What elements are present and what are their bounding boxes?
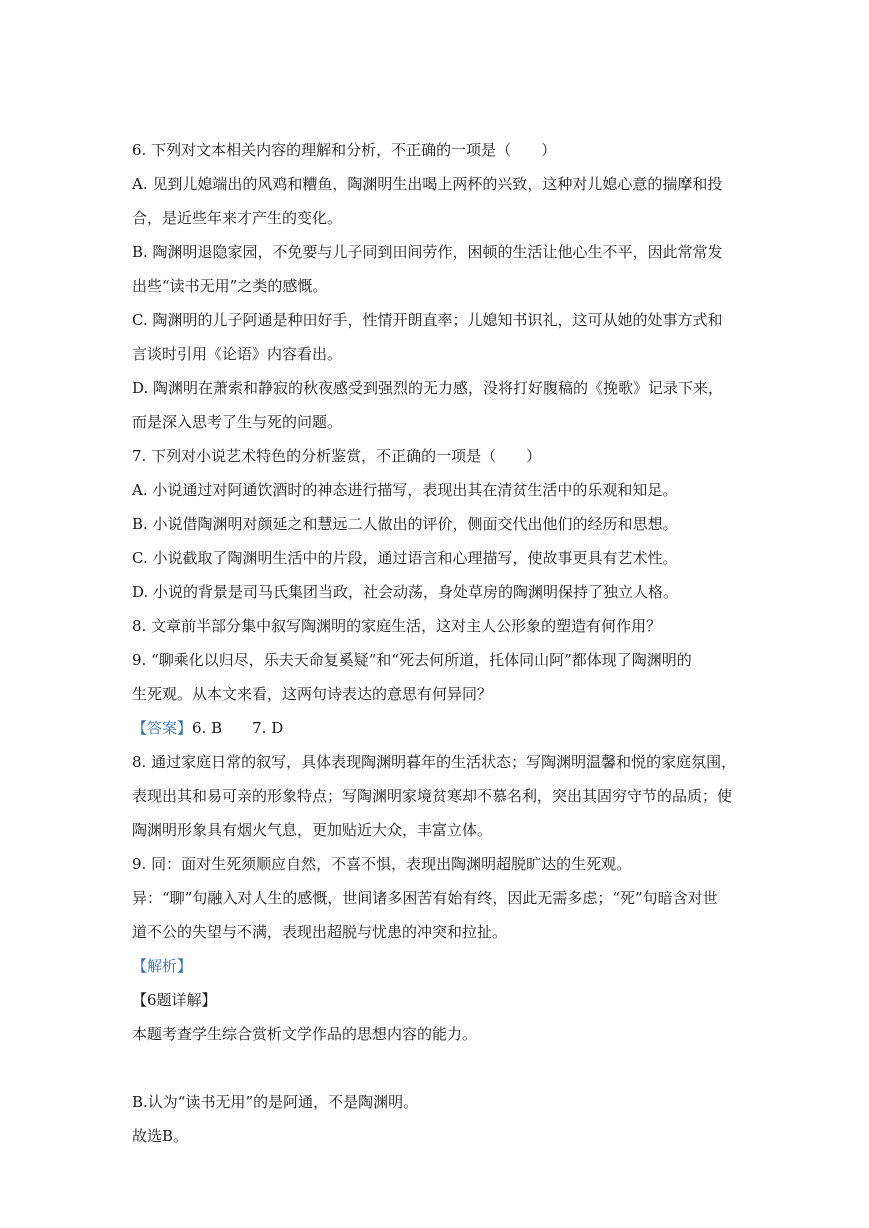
question-7-option-b: B. 小说借陶渊明对颜延之和慧远二人做出的评价，侧面交代出他们的经历和思想。 bbox=[132, 515, 678, 533]
question-9-cont: 生死观。从本文来看，这两句诗表达的意思有何异同？ bbox=[132, 685, 493, 703]
answer-8-line-3: 陶渊明形象具有烟火气息，更加贴近大众，丰富立体。 bbox=[132, 821, 493, 839]
question-7-stem: 7. 下列对小说艺术特色的分析鉴赏，不正确的一项是（ ） bbox=[132, 447, 542, 465]
analysis-label: 【解析】 bbox=[132, 957, 193, 975]
detail-intro: 本题考查学生综合赏析文学作品的思想内容的能力。 bbox=[132, 1025, 478, 1043]
answer-choices: 6. B 7. D bbox=[192, 719, 284, 737]
answer-9-diff-cont: 道不公的失望与不满，表现出超脱与忧患的冲突和拉扯。 bbox=[132, 923, 508, 941]
detail-conclusion: 故选B。 bbox=[132, 1127, 189, 1145]
question-7-option-c: C. 小说截取了陶渊明生活中的片段，通过语言和心理描写，使故事更具有艺术性。 bbox=[132, 549, 678, 567]
detail-explanation: B.认为“读书无用”的是阿通，不是陶渊明。 bbox=[132, 1093, 419, 1111]
question-7-option-d: D. 小说的背景是司马氏集团当政，社会动荡，身处草房的陶渊明保持了独立人格。 bbox=[132, 583, 679, 601]
answer-9-diff: 异：“聊”句融入对人生的感慨，世间诸多困苦有始有终，因此无需多虑；“死”句暗含对世 bbox=[132, 889, 718, 907]
question-6-option-d-cont: 而是深入思考了生与死的问题。 bbox=[132, 413, 343, 431]
answer-8-line-2: 表现出其和易可亲的形象特点；写陶渊明家境贫寒却不慕名利，突出其固穷守节的品质；使 bbox=[132, 787, 733, 805]
question-6-option-a-cont: 合，是近些年来才产生的变化。 bbox=[132, 209, 343, 227]
question-7-option-a: A. 小说通过对阿通饮酒时的神态进行描写，表现出其在清贫生活中的乐观和知足。 bbox=[132, 481, 678, 499]
answer-9-same: 9. 同：面对生死须顺应自然，不喜不惧，表现出陶渊明超脱旷达的生死观。 bbox=[132, 855, 632, 873]
answer-label: 【答案】 bbox=[132, 719, 193, 737]
question-6-option-b: B. 陶渊明退隐家园，不免要与儿子同到田间劳作，困顿的生活让他心生不平，因此常常发 bbox=[132, 243, 723, 261]
question-8: 8. 文章前半部分集中叙写陶渊明的家庭生活，这对主人公形象的塑造有何作用？ bbox=[132, 617, 662, 635]
question-6-option-a: A. 见到儿媳端出的风鸡和糟鱼，陶渊明生出喝上两杯的兴致，这种对儿媳心意的揣摩和投 bbox=[132, 175, 723, 193]
question-6-option-c-cont: 言谈时引用《论语》内容看出。 bbox=[132, 345, 343, 363]
question-6-option-c: C. 陶渊明的儿子阿通是种田好手，性情开朗直率；儿媳知书识礼，这可从她的处事方式和 bbox=[132, 311, 723, 329]
question-9: 9. “聊乘化以归尽，乐夫天命复奚疑”和“死去何所道，托体同山阿”都体现了陶渊明的 bbox=[132, 651, 692, 669]
question-6-option-d: D. 陶渊明在萧索和静寂的秋夜感受到强烈的无力感，没将打好腹稿的《挽歌》记录下来， bbox=[132, 379, 724, 397]
question-6-option-b-cont: 出些“读书无用”之类的感慨。 bbox=[132, 277, 328, 295]
detail-heading: 【6题详解】 bbox=[132, 991, 217, 1009]
answer-8-line-1: 8. 通过家庭日常的叙写，具体表现陶渊明暮年的生活状态；写陶渊明温馨和悦的家庭氛围， bbox=[132, 753, 737, 771]
answer-line bbox=[132, 718, 283, 738]
question-6-stem: 6. 下列对文本相关内容的理解和分析，不正确的一项是（ ） bbox=[132, 141, 557, 159]
